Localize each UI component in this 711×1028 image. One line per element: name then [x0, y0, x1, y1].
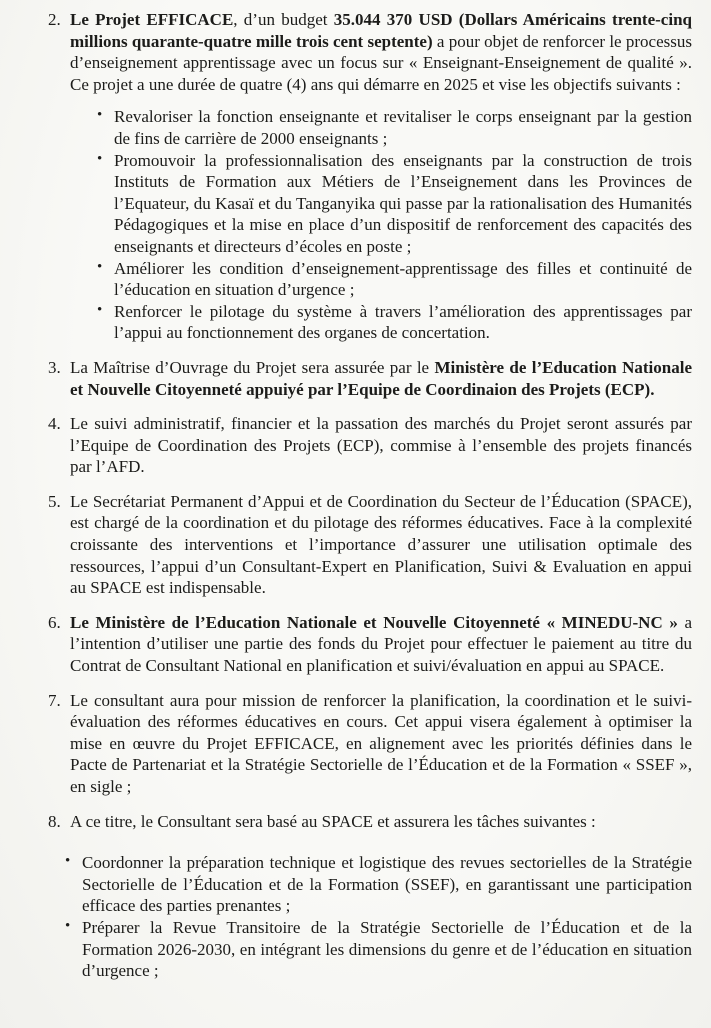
paragraph-text [70, 414, 692, 476]
text-run: a pour objet de renforcer le processus d’enseignement apprentissage avec un focus sur « Enseignant-Enseignement de qualité ». Ce projet a une durée de quatre (4) ans qui démarre en 2025 et vise les objectifs suivants : [70, 31, 692, 94]
item-number: 6. [48, 612, 61, 632]
bullet-item [95, 106, 692, 149]
bullet-item [63, 917, 692, 982]
bold-text-run: 35.044 370 USD (Dollars Américains trente-cinq millions quarante-quatre mille trois cent septente) [70, 10, 692, 51]
item-number: 3. [48, 357, 61, 377]
bullet-text: Revaloriser la fonction enseignante et revitaliser le corps enseignant par la gestion de fins de carrière de 2000 enseignants ; [114, 107, 692, 148]
bullet-icon: • [97, 107, 103, 124]
item-number: 2. [48, 10, 61, 29]
bullet-icon: • [97, 150, 103, 167]
bullet-text: Promouvoir la professionnalisation des enseignants par la construction de trois Instituts de Formation aux Métiers de l’Enseignement dans les Provinces de l’Equateur, du Kasaï et du Tanganyika qui passe par la rationalisation des Humanités Pédagogiques et la mise en place d’un dispositif de renforcement des capacités des enseignants et directeurs d’écoles en poste ; [114, 150, 692, 256]
item-number: 7. [48, 690, 61, 710]
numbered-paragraph [48, 9, 692, 95]
bullet-item [63, 852, 692, 917]
text-run: , d’un budget [233, 10, 334, 29]
paragraph-text [70, 691, 692, 796]
item-number: 5. [48, 491, 61, 511]
bullet-icon: • [65, 917, 71, 934]
paragraph-text [70, 812, 596, 831]
bullet-item [95, 258, 692, 301]
paragraph-text [70, 10, 692, 94]
bullet-list-outer [63, 852, 692, 982]
bullet-text: Coordonner la préparation technique et logistique des revues sectorielles de la Stratégie Sectorielle de l’Éducation et de la Formation (SSEF), en garantissant une participation efficace des parties prenantes ; [82, 853, 692, 916]
numbered-paragraph [48, 811, 692, 833]
text-run: A ce titre, le Consultant sera basé au SPACE et assurera les tâches suivantes : [70, 811, 596, 831]
text-run: La Maîtrise d’Ouvrage du Projet sera assurée par le [70, 357, 435, 377]
paragraph-text [70, 492, 692, 597]
text-run: Le suivi administratif, financier et la passation des marchés du Projet seront assurés par l’Equipe de Coordination des Projets (ECP), commise à l’ensemble des projets financés par l’AFD. [70, 414, 692, 477]
bold-text-run: Le Projet EFFICACE [70, 10, 234, 29]
bullet-icon: • [65, 853, 71, 870]
text-run: a l’intention d’utiliser une partie des fonds du Projet pour effectuer le paiement au titre du Contrat de Consultant National en planification et suivi/évaluation en appui au SPACE. [70, 612, 692, 676]
numbered-paragraph [48, 413, 692, 478]
item-number: 8. [48, 811, 61, 831]
paragraph-text [70, 358, 692, 399]
bold-text-run: Le Ministère de l’Education Nationale et Nouvelle Citoyenneté « MINEDU-NC » [70, 612, 678, 632]
bullet-list-inner [95, 106, 692, 344]
bullet-icon: • [97, 258, 103, 275]
numbered-paragraph [48, 612, 692, 677]
numbered-paragraph [48, 690, 692, 798]
item-number: 4. [48, 414, 61, 434]
bullet-text: Améliorer les condition d’enseignement-apprentissage des filles et continuité de l’éducation en situation d’urgence ; [114, 258, 692, 300]
bold-text-run: Ministère de l’Education Nationale et Nouvelle Citoyenneté appuiyé par l’Equipe de Coordinaion des Projets (ECP). [70, 357, 692, 399]
text-run: Le consultant aura pour mission de renforcer la planification, la coordination et le suivi-évaluation des réformes éducatives en cours. Cet appui visera également à optimiser la mise en œuvre du Projet EFFICACE, en alignement avec les priorités définies dans le Pacte de Partenariat et la Stratégie Sectorielle de l’Éducation et de la Formation « SSEF », en sigle ; [70, 690, 692, 796]
bullet-item [95, 301, 692, 344]
bullet-icon: • [97, 301, 103, 318]
numbered-paragraph [48, 491, 692, 599]
numbered-paragraph [48, 357, 692, 400]
bullet-text: Renforcer le pilotage du système à travers l’amélioration des apprentissages par l’appui au fonctionnement des organes de concertation. [114, 301, 692, 343]
bullet-item [95, 150, 692, 258]
text-run: Le Secrétariat Permanent d’Appui et de Coordination du Secteur de l’Éducation (SPACE), est chargé de la coordination et du pilotage des réformes éducatives. Face à la complexité croissante des interventions et l’importance d’assurer une utilisation optimale des ressources, l’appui d’un Consultant-Expert en Planification, Suivi & Evaluation en appui au SPACE est indispensable. [70, 491, 692, 598]
paragraph-text [70, 613, 692, 675]
bullet-text: Préparer la Revue Transitoire de la Stratégie Sectorielle de l’Éducation et de la Formation 2026-2030, en intégrant les dimensions du genre et de l’éducation en situation d’urgence ; [82, 917, 692, 981]
